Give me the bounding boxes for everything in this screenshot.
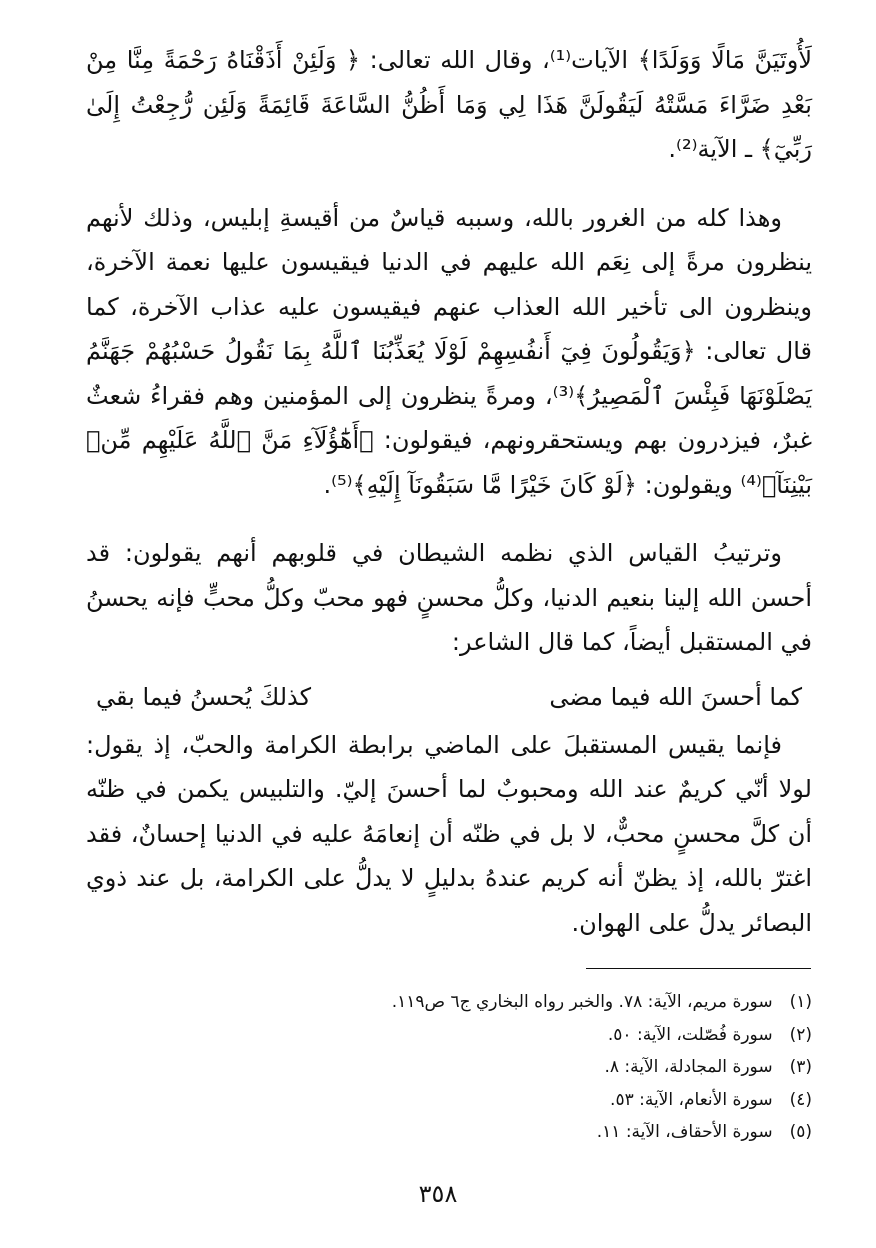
footnote-text: سورة فُصّلت، الآية: ٥٠. (607, 1024, 773, 1045)
footnote-separator (586, 968, 811, 969)
footnote-item (200, 1116, 812, 1149)
verse-first-hemistich: كما أحسنَ الله فيما مضى (549, 682, 802, 711)
verse-gap (86, 665, 812, 675)
footnote-text: سورة الأحقاف، الآية: ١١. (596, 1122, 773, 1142)
page-number: ٣٥٨ (418, 1180, 458, 1208)
paragraph-1: لَأُوتَيَنَّ مَالًا وَوَلَدًا﴾ الآيات⁽¹⁾، وقال الله تعالى: ﴿ وَلَئِنْ أَذَقْنَاهُ رَحْمَةً مِنَّا مِنْ بَعْدِ ضَرَّاءَ مَسَّتْهُ لَيَقُولَنَّ هَذَا لِي وَمَا أَظُنُّ السَّاعَةَ قَائِمَةً وَلَئِن رُّجِعْتُ إِلَىٰ رَبِّيٓ﴾ ـ الآية⁽²⁾. (86, 46, 813, 163)
footnote-number: (١) (789, 992, 812, 1012)
footnote-item (200, 986, 812, 1019)
footnote-number: (٢) (789, 1024, 812, 1045)
footnote-item (200, 1051, 812, 1084)
footnotes (200, 986, 812, 1149)
footnote-number: (٥) (789, 1122, 812, 1142)
paragraph-gap (86, 172, 812, 196)
footnote-text: سورة المجادلة، الآية: ٨. (604, 1057, 773, 1077)
paragraph-4: فإنما يقيس المستقبلَ على الماضي برابطة الكرامة والحبّ، إذ يقول: لولا أنّي كريمٌ عند الله ومحبوبٌ لما أحسنَ إليّ. والتلبيس يكمن في ظنّه أن كلَّ محسنٍ محبٌّ، لا بل في ظنّه أن إنعامَهُ عليه في الدنيا إحسانٌ، فقد اغترّ بالله، إذ يظنّ أنه كريم عندهُ بدليلٍ لا يدلُّ على الكرامة، بل عند ذوي البصائر يدلُّ على الهوان. (86, 730, 812, 937)
footnote-item (200, 1084, 812, 1117)
footnote-item (200, 1019, 812, 1052)
paragraph-3: وترتيبُ القياس الذي نظمه الشيطان في قلوبهم أنهم يقولون: قد أحسن الله إلينا بنعيم الدنيا، وكلُّ محسنٍ فهو محبّ وكلُّ محبٍّ فإنه يحسنُ في المستقبل أيضاً، كما قال الشاعر: (86, 539, 812, 656)
paragraph-gap (86, 507, 812, 531)
verse-second-hemistich: كذلكَ يُحسنُ فيما بقي (96, 682, 312, 711)
footnote-text: سورة الأنعام، الآية: ٥٣. (610, 1089, 773, 1110)
paragraph-2: وهذا كله من الغرور بالله، وسببه قياسٌ من أقيسةِ إبليس، وذلك لأنهم ينظرون مرةً إلى نِعَم الله عليهم في الدنيا فيقيسون عليها نعمة الآخرة، وينظرون الى تأخير الله العذاب عنهم فيقيسون عليه عذاب الآخرة، كما قال تعالى: ﴿وَيَقُولُونَ فِيٓ أَنفُسِهِمْ لَوْلَا يُعَذِّبُنَا ٱللَّهُ بِمَا نَقُولُ حَسْبُهُمْ جَهَنَّمُ يَصْلَوْنَهَا فَبِئْسَ ٱلْمَصِيرُ﴾⁽³⁾، ومرةً ينظرون إلى المؤمنين وهم فقراءُ شعثٌ غبرٌ، فيزدرون بهم ويستحقرونهم، فيقولون: ﴿أَهَٰٓؤُلَآءِ مَنَّ ٱللَّهُ عَلَيْهِم مِّنۢ بَيْنِنَآ﴾⁽⁴⁾ ويقولون: ﴿لَوْ كَانَ خَيْرًا مَّا سَبَقُونَآ إِلَيْهِ﴾⁽⁵⁾. (86, 203, 813, 499)
footnote-number: (٤) (789, 1089, 812, 1110)
main-text-body (86, 38, 812, 945)
poetry-verse (86, 675, 812, 719)
footnote-text: سورة مريم، الآية: ٧٨. والخبر رواه البخاري ج٦ ص١١٩. (391, 992, 773, 1012)
footnote-number: (٣) (789, 1057, 812, 1077)
